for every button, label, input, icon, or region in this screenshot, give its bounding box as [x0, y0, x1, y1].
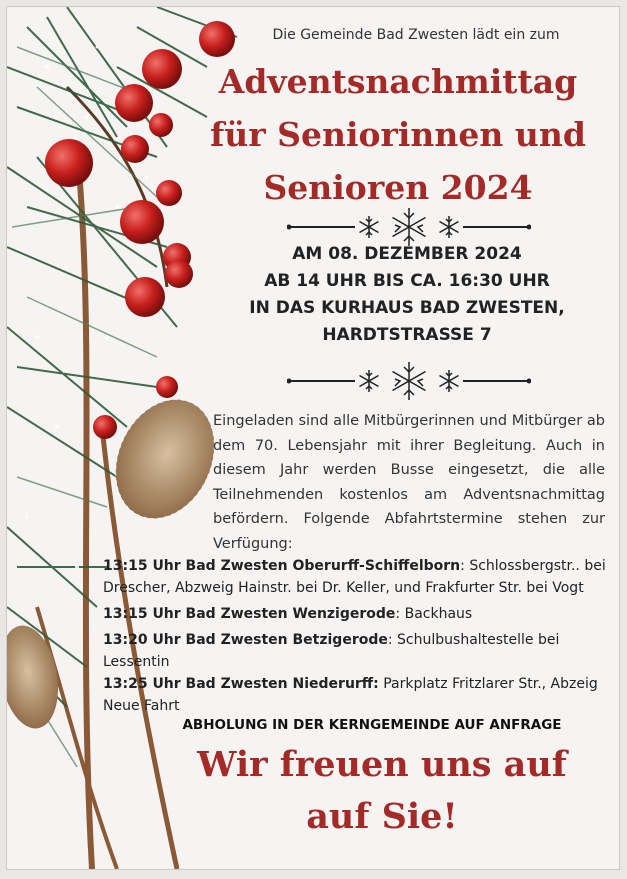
schedule-time-place: 13:15 Uhr Bad Zwesten Oberurff-Schiffelborn [103, 558, 461, 574]
snowflake-divider-icon [287, 359, 531, 403]
event-time: AB 14 UHR BIS CA. 16:30 UHR [264, 271, 550, 291]
closing-message [177, 739, 587, 843]
event-address: HARDTSTRASSE 7 [322, 325, 492, 345]
title-line: Adventsnachmittag [218, 62, 578, 101]
event-venue: IN DAS KURHAUS BAD ZWESTEN, [249, 298, 565, 318]
event-title [183, 55, 613, 214]
schedule-stops: Parkplatz Fritzlarer Str., Abzeig Neue Fahrt [103, 676, 598, 714]
schedule-stops: : Backhaus [395, 606, 473, 622]
schedule-time-place: 13:15 Uhr Bad Zwesten Wenzigerode [103, 606, 396, 622]
schedule-item [103, 555, 613, 599]
intro-line: Die Gemeinde Bad Zwesten lädt ein zum [272, 27, 560, 43]
title-line: für Seniorinnen und [210, 115, 586, 154]
invitation-text: Eingeladen sind alle Mitbürgerinnen und Mitbürger ab dem 70. Lebensjahr mit ihrer Begleitung. Auch in diesem Jahr werden Busse eingesetzt, die alle Teilnehmenden kostenlos am Adventsnachmittag befördern. Folgende Abfahrtstermine stehen zur Verfügung: [213, 413, 605, 552]
schedule-stops: : Schlossbergstr.. bei Drescher, Abzweig Hainstr. bei Dr. Keller, und Frakfurter Str. bei Vogt [103, 558, 606, 596]
schedule-item [103, 629, 613, 673]
pickup-notice: ABHOLUNG IN DER KERNGEMEINDE AUF ANFRAGE [182, 717, 562, 733]
closing-line: Wir freuen uns auf [197, 744, 567, 785]
event-details [227, 241, 587, 349]
schedule-item [103, 673, 613, 717]
schedule-time-place: 13:25 Uhr Bad Zwesten Niederurff: [103, 676, 379, 692]
schedule-stops: : Schulbushaltestelle bei Lessentin [103, 632, 560, 670]
event-date: AM 08. DEZEMBER 2024 [292, 244, 522, 264]
closing-line: auf Sie! [306, 796, 458, 837]
flyer-page [6, 6, 620, 870]
title-line: Senioren 2024 [263, 168, 533, 207]
schedule-item [103, 603, 613, 625]
schedule-time-place: 13:20 Uhr Bad Zwesten Betzigerode [103, 632, 388, 648]
